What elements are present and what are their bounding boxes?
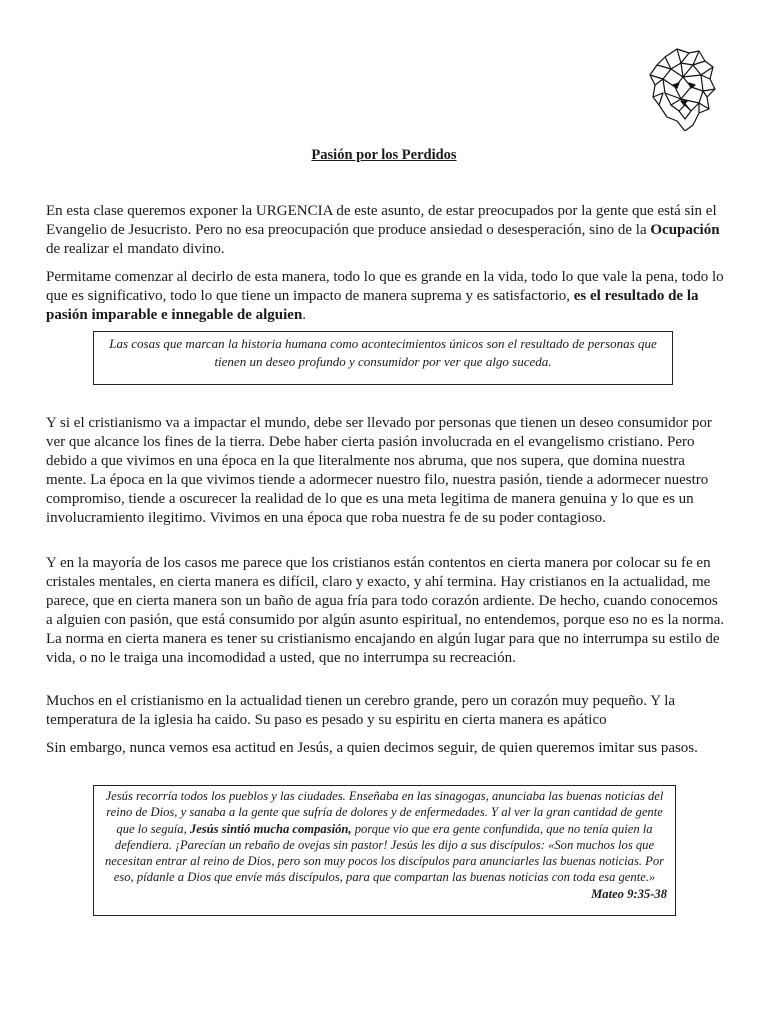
bold-compassion: Jesús sintió mucha compasión, bbox=[189, 821, 352, 836]
passion-paragraph: Permitame comenzar al decirlo de esta manera, todo lo que es grande en la vida, todo lo que vale la pena, todo lo que es significativo, todo lo que tiene un impacto de manera suprema y es satisfactorio, es el resultado de la pasión imparable e innegable de alguien. bbox=[46, 269, 724, 323]
intro-paragraph: En esta clase queremos exponer la URGENCIA de este asunto, de estar preocupados por la gente que está sin el Evangelio de Jesucristo. Pero no esa preocupación que produce ansiedad o desesperación, sino de la Ocupación de realizar el mandato divino. bbox=[46, 203, 720, 257]
jesus-attitude-paragraph: Sin embargo, nunca vemos esa actitud en Jesús, a quien decimos seguir, de quien queremos imitar sus pasos. bbox=[46, 740, 698, 756]
bold-passion-statement: es el resultado de la pasión imparable e innegable de alguien bbox=[46, 288, 699, 323]
big-brain-small-heart-paragraph: Muchos en el cristianismo en la actualidad tienen un cerebro grande, pero un corazón muy pequeño. Y la temperatura de la iglesia ha caido. Su paso es pesado y su espiritu en cierta manera es apático bbox=[46, 693, 676, 728]
history-quote-box: Las cosas que marcan la historia humana como acontecimientos únicos son el resultado de personas que tienen un deseo profundo y consumidor por ver que algo suceda. bbox=[93, 331, 673, 385]
christians-content-paragraph: Y en la mayoría de los casos me parece que los cristianos están contentos en cierta manera por colocar su fe en cristales mentales, en cierta manera es difícil, claro y exacto, y ahí termina. Hay cristianos en la actualidad, me parece, que en cierta manera son un baño de agua fría para todo corazón ardiente. De hecho, cuando conocemos a alguien con pasión, que está consumido por algún asunto espiritual, no entendemos, porque eso no es la norma. La norma en cierta manera es tener su cristianismo encajando en algún lugar para que no interrumpa su estilo de vida, o no le traiga una incomodidad a usted, que no interrumpa su recreación. bbox=[46, 555, 725, 666]
bold-occupation: Ocupación bbox=[650, 222, 720, 238]
lion-head-logo-icon bbox=[647, 47, 717, 131]
bible-reference: Mateo 9:35-38 bbox=[591, 886, 667, 901]
document-title: Pasión por los Perdidos bbox=[311, 147, 457, 163]
christianity-impact-paragraph: Y si el cristianismo va a impactar el mundo, debe ser llevado por personas que tienen un deseo consumidor por ver que alcance los fines de la tierra. Debe haber cierta pasión involucrada en el evangelismo cristiano. Pero debido a que vivimos en una época en la que literalmente nos abruma, que nos supera, que domina nuestra mente. La época en la que vivimos tiende a adormecer nuestro filo, nuestra pasión, tiende a adormecer nuestro compromiso, tiende a oscurecer la realidad de lo que es una meta legitima de manera genuina y lo que es un involucramiento ilegitimo. Vivimos en una época que roba nuestra fe de su poder contagioso. bbox=[46, 415, 712, 526]
bible-quote-box: Jesús recorría todos los pueblos y las ciudades. Enseñaba en las sinagogas, anunciaba las buenas noticias del reino de Dios, y sanaba a la gente que sufría de dolores y de enfermedades. Y al ver la gran cantidad de gente que lo seguía, Jesús sintió mucha compasión, porque vio que era gente confundida, que no tenía quien la defendiera. ¡Parecían un rebaño de ovejas sin pastor! Jesús les dijo a sus discípulos: «Son muchos los que necesitan entrar al reino de Dios, pero son muy pocos los discípulos para anunciarles las buenas noticias. Por eso, pídanle a Dios que envíe más discípulos, para que compartan las buenas noticias con toda esa gente.» Mateo 9:35-38 bbox=[93, 785, 676, 916]
